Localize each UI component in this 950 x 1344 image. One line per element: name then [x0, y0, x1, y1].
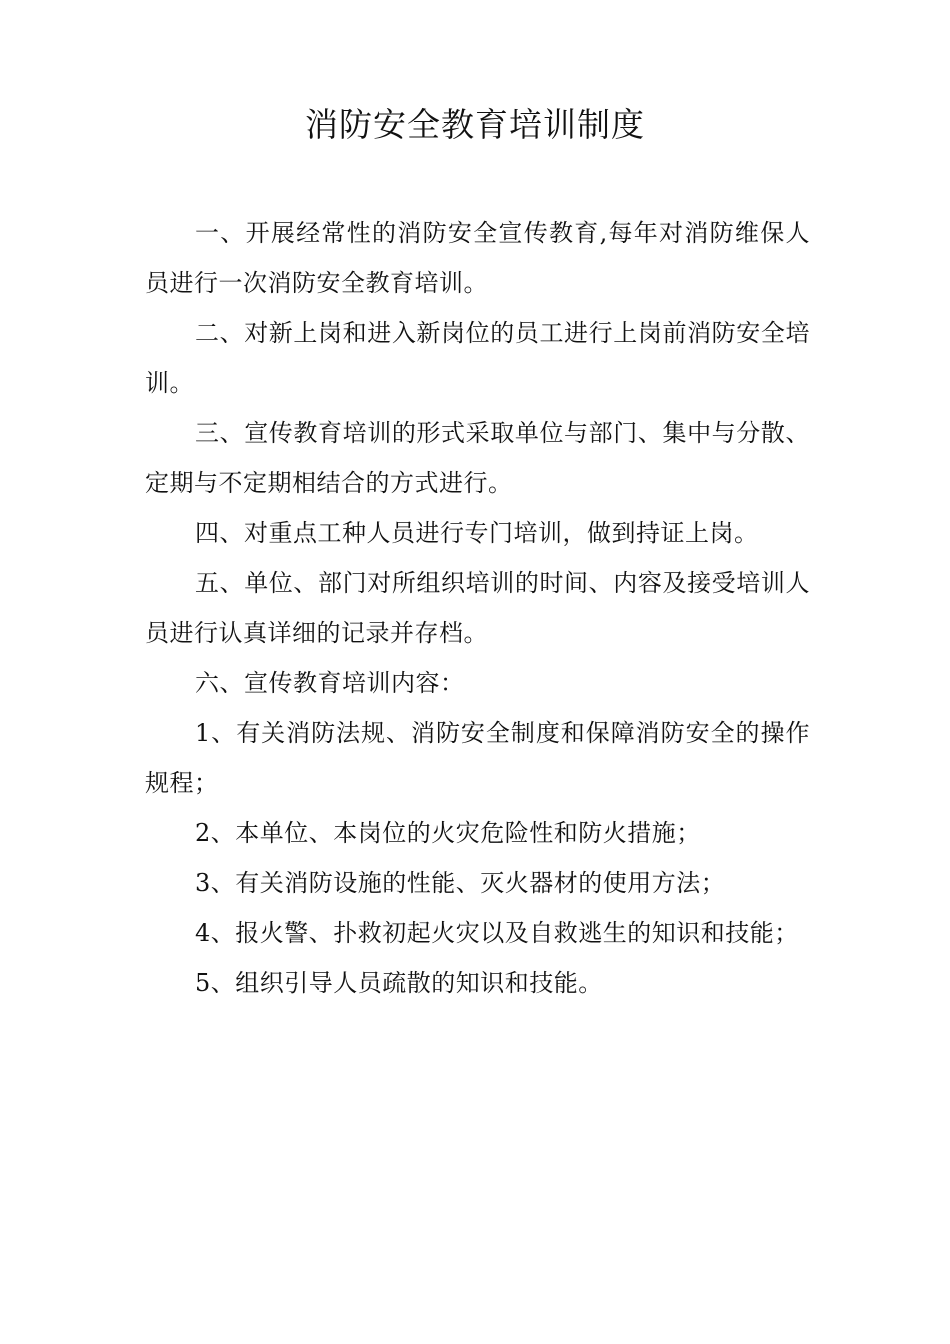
- list-item-2: 2、本单位、本岗位的火灾危险性和防火措施；: [195, 819, 701, 847]
- document-body: [145, 208, 810, 1008]
- document-title: 消防安全教育培训制度: [305, 105, 645, 144]
- paragraph-6: 六、宣传教育培训内容：: [195, 669, 465, 697]
- paragraph-1: 一、开展经常性的消防安全宣传教育,每年对消防维保人员进行一次消防安全教育培训。: [145, 219, 810, 297]
- list-item-4: 4、报火警、扑救初起火灾以及自救逃生的知识和技能；: [195, 919, 799, 947]
- paragraph-4: 四、对重点工种人员进行专门培训，做到持证上岗。: [195, 519, 759, 547]
- paragraph-2: 二、对新上岗和进入新岗位的员工进行上岗前消防安全培训。: [145, 319, 810, 397]
- paragraph-5: 五、单位、部门对所组织培训的时间、内容及接受培训人员进行认真详细的记录并存档。: [145, 569, 810, 647]
- paragraph-3: 三、宣传教育培训的形式采取单位与部门、集中与分散、定期与不定期相结合的方式进行。: [145, 419, 810, 497]
- list-item-3: 3、有关消防设施的性能、灭火器材的使用方法；: [195, 869, 726, 897]
- list-item-1: 1、有关消防法规、消防安全制度和保障消防安全的操作规程；: [145, 719, 810, 797]
- list-item-5: 5、组织引导人员疏散的知识和技能。: [195, 969, 603, 997]
